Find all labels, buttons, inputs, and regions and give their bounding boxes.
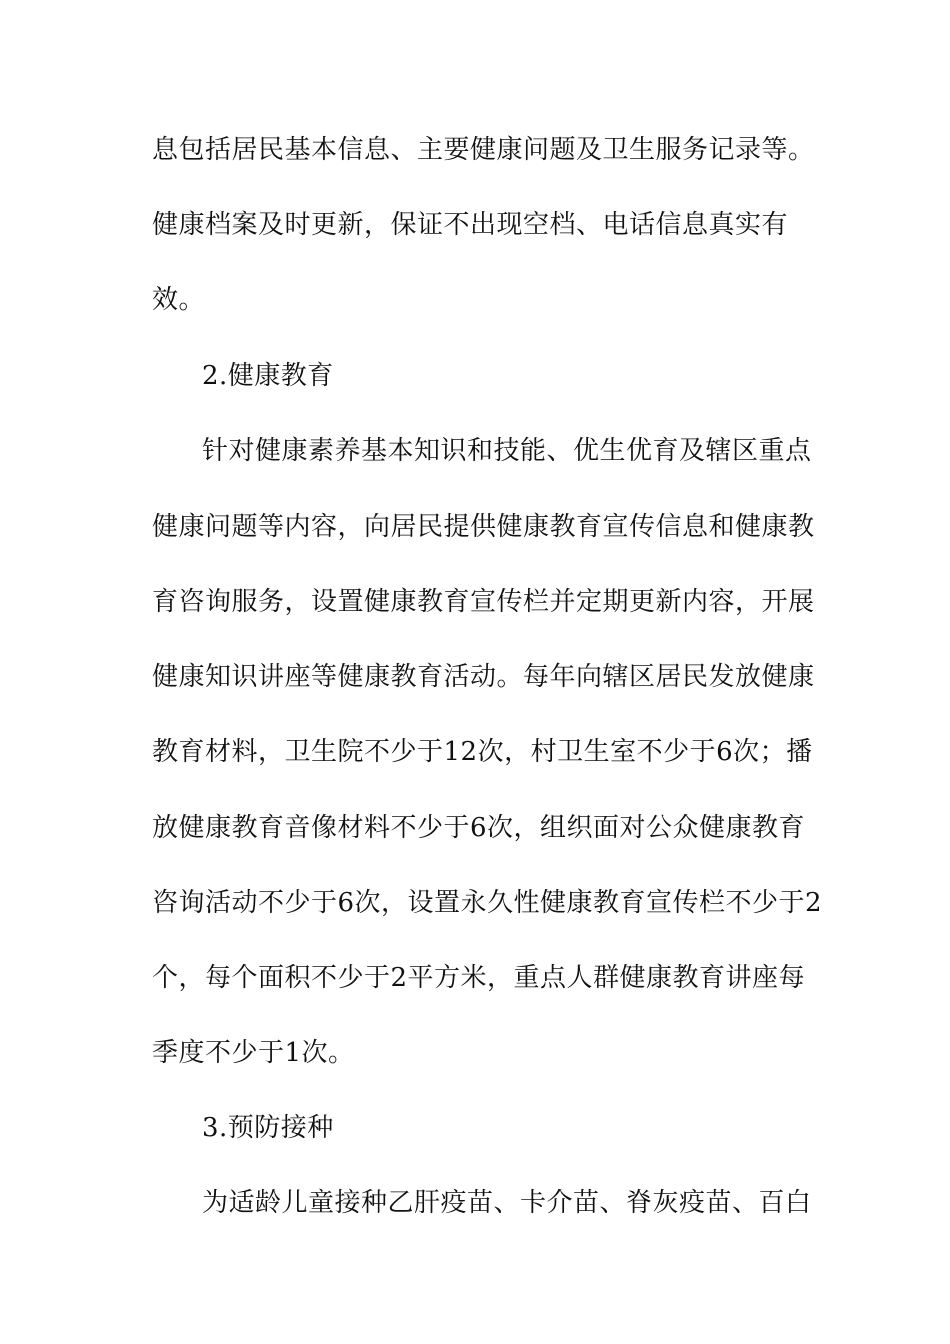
paragraph-line: 育咨询服务，设置健康教育宣传栏并定期更新内容，开展 bbox=[152, 587, 815, 617]
paragraph-line: 教育材料，卫生院不少于12次，村卫生室不少于6次；播 bbox=[152, 737, 813, 767]
paragraph-line: 健康档案及时更新，保证不出现空档、电话信息真实有 bbox=[152, 210, 789, 240]
paragraph-line: 季度不少于1次。 bbox=[152, 1038, 355, 1068]
paragraph-line: 放健康教育音像材料不少于6次，组织面对公众健康教育 bbox=[152, 813, 806, 843]
paragraph-line: 针对健康素养基本知识和技能、优生优育及辖区重点 bbox=[202, 436, 812, 466]
paragraph-line: 个，每个面积不少于2平方米，重点人群健康教育讲座每 bbox=[152, 963, 806, 993]
paragraph-line: 咨询活动不少于6次，设置永久性健康教育宣传栏不少于2 bbox=[152, 888, 823, 918]
section-heading-vaccination: 3.预防接种 bbox=[202, 1113, 334, 1143]
paragraph-line: 健康问题等内容，向居民提供健康教育宣传信息和健康教 bbox=[152, 512, 815, 542]
section-heading-health-education: 2.健康教育 bbox=[202, 361, 334, 391]
paragraph-line: 健康知识讲座等健康教育活动。每年向辖区居民发放健康 bbox=[152, 662, 815, 692]
paragraph-line: 效。 bbox=[152, 285, 206, 315]
paragraph-line: 息包括居民基本信息、主要健康问题及卫生服务记录等。 bbox=[152, 135, 815, 165]
paragraph-line: 为适龄儿童接种乙肝疫苗、卡介苗、脊灰疫苗、百白 bbox=[202, 1188, 812, 1218]
